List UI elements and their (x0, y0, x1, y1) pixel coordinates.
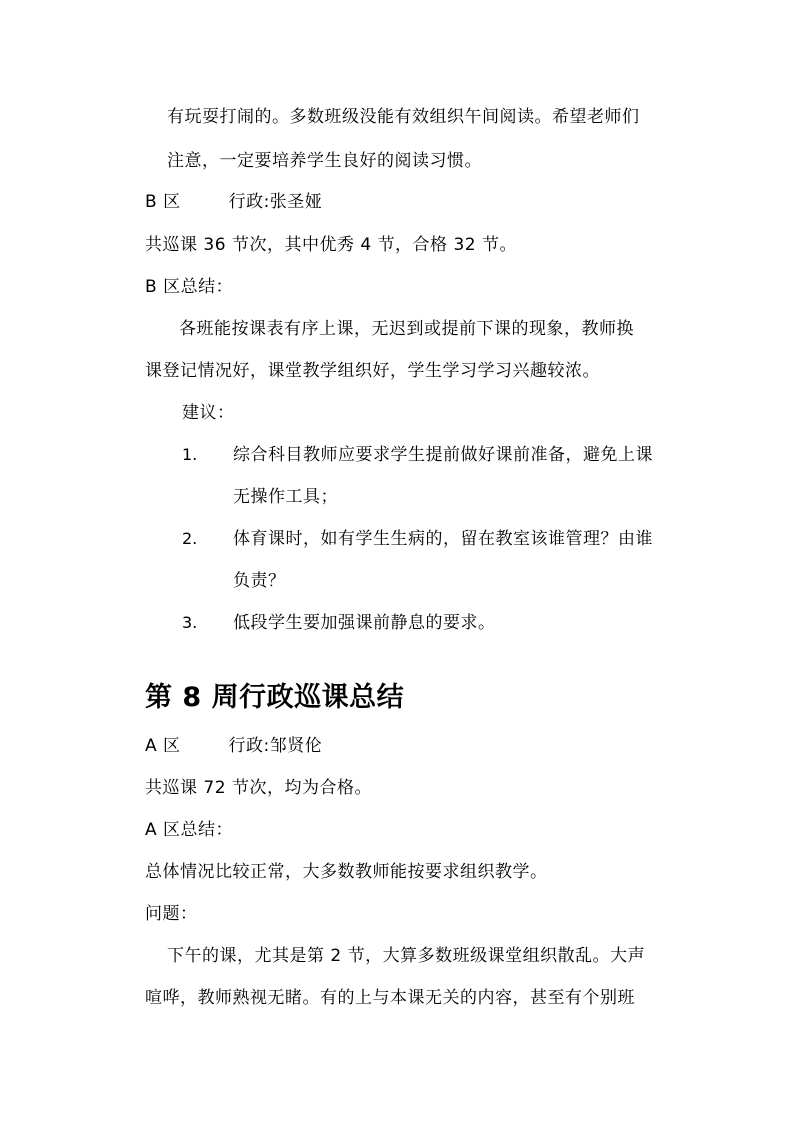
problem-line: 下午的课，尤其是第 2 节，大算多数班级课堂组织散乱。大声 (167, 946, 646, 966)
zone-admin-line (145, 191, 322, 213)
summary-label: A 区总结： (145, 820, 234, 840)
zone-label: A 区 (145, 736, 181, 756)
list-item-text: 综合科目教师应要求学生提前做好课前准备，避免上课 (233, 445, 653, 465)
summary-line: 总体情况比较正常，大多数教师能按要求组织教学。 (145, 862, 548, 882)
summary-line: 各班能按课表有序上课，无迟到或提前下课的现象，教师换 (179, 319, 634, 339)
list-item-text: 低段学生要加强课前静息的要求。 (233, 613, 496, 633)
zone-admin-line (145, 735, 322, 757)
paragraph-line: 有玩耍打闹的。多数班级没能有效组织午间阅读。希望老师们 (167, 107, 640, 127)
list-number: 2. (182, 529, 198, 548)
admin-name: 行政:张圣娅 (228, 192, 323, 212)
section-heading: 第 8 周行政巡课总结 (145, 682, 405, 713)
problem-label: 问题： (145, 904, 198, 924)
list-item-text: 体育课时，如有学生生病的，留在教室该谁管理？由谁 (233, 529, 653, 549)
summary-label: B 区总结： (145, 277, 234, 297)
list-item-text: 无操作工具； (233, 487, 338, 507)
summary-line: 课登记情况好，课堂教学组织好，学生学习学习兴趣较浓。 (145, 361, 600, 381)
patrol-count: 共巡课 72 节次，均为合格。 (145, 778, 372, 798)
zone-label: B 区 (145, 192, 181, 212)
suggestion-label: 建议： (182, 403, 235, 423)
problem-line: 喧哗，教师熟视无睹。有的上与本课无关的内容，甚至有个别班 (145, 988, 635, 1008)
admin-name: 行政:邹贤伦 (228, 736, 323, 756)
paragraph-line: 注意，一定要培养学生良好的阅读习惯。 (167, 151, 482, 171)
list-item-text: 负责？ (233, 571, 286, 591)
patrol-count: 共巡课 36 节次，其中优秀 4 节，合格 32 节。 (145, 235, 518, 255)
list-number: 1. (182, 445, 198, 464)
list-number: 3. (182, 613, 198, 632)
